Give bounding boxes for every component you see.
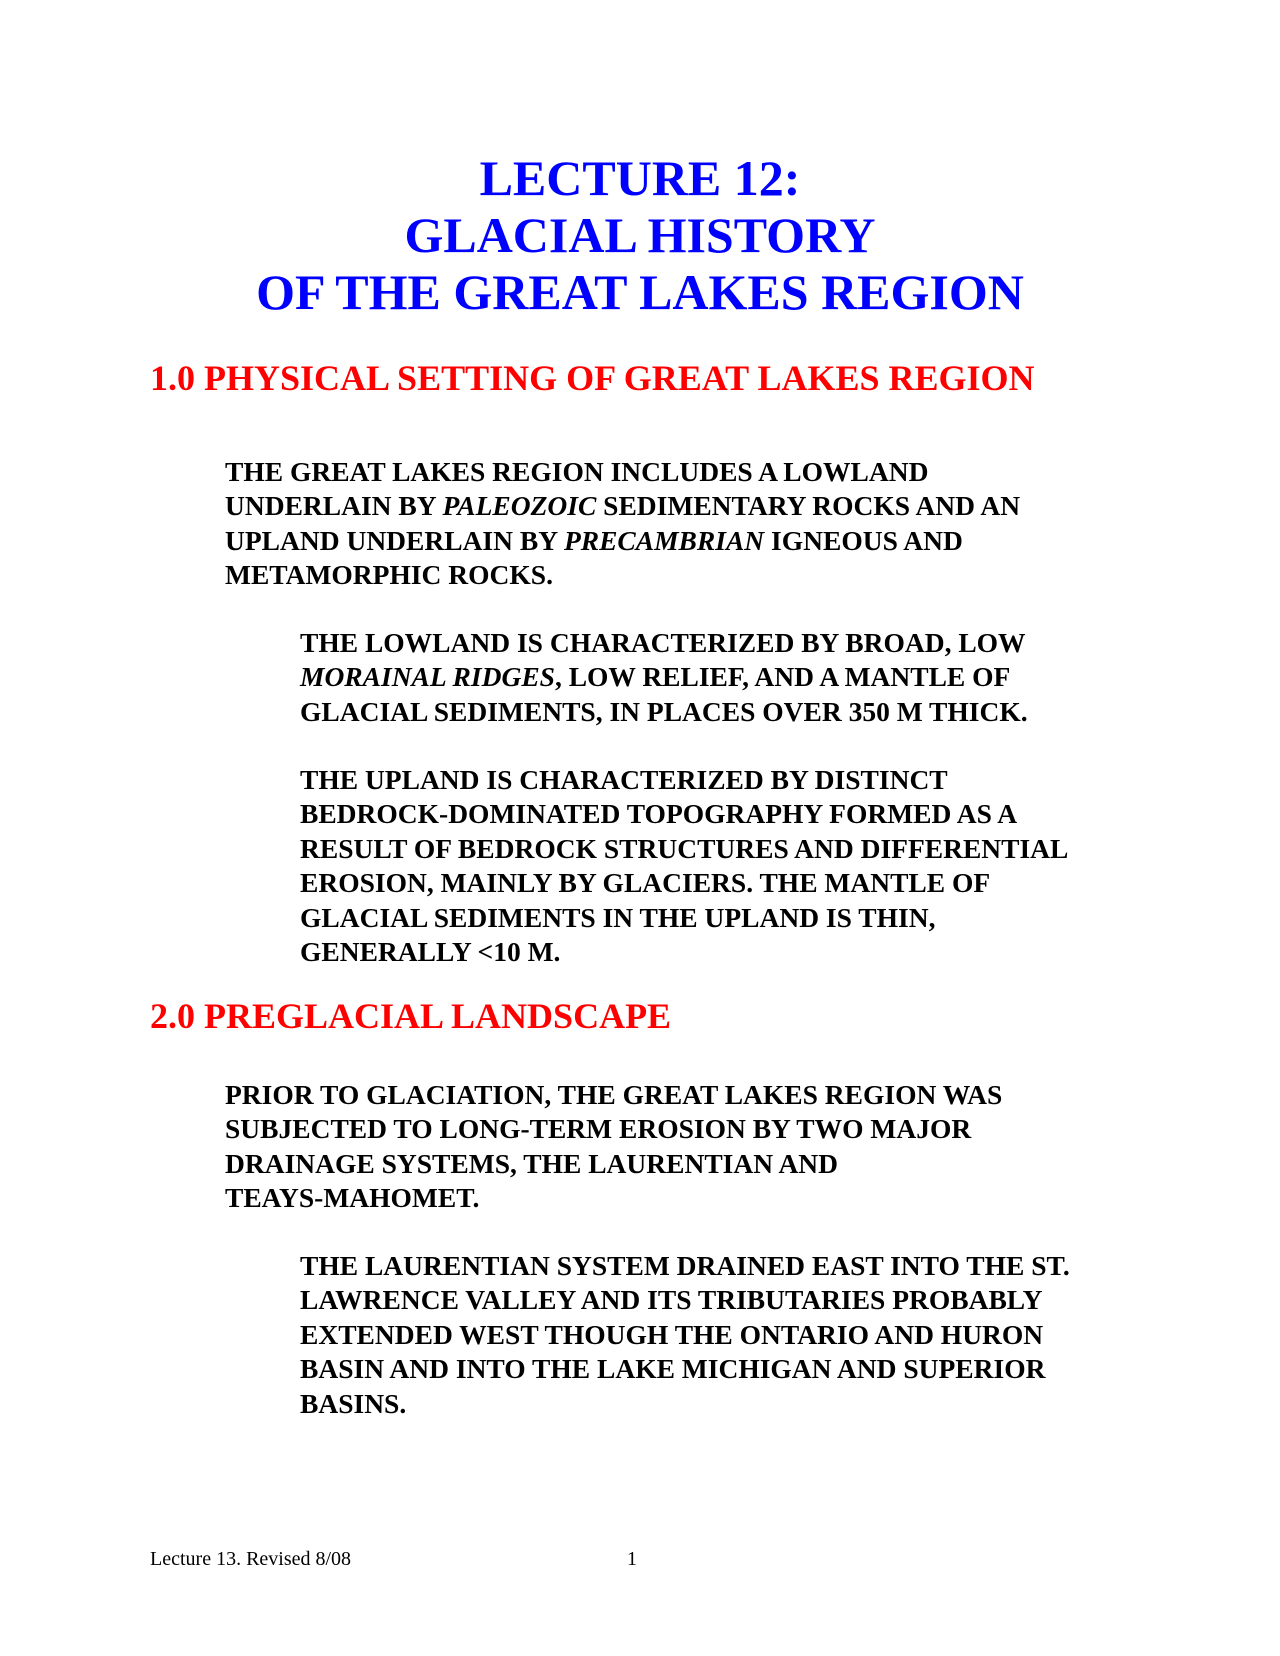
- text-line: TEAYS-MAHOMET.: [225, 1182, 480, 1214]
- text-run: SEDIMENTARY ROCKS AND AN: [596, 490, 1021, 522]
- title-line-3: OF THE GREAT LAKES REGION: [256, 264, 1024, 320]
- page-number: 1: [627, 1548, 637, 1570]
- text-line: GLACIAL SEDIMENTS IN THE UPLAND IS THIN,: [300, 901, 936, 933]
- lowland-paragraph: [300, 626, 1028, 729]
- title-line-2: GLACIAL HISTORY: [404, 207, 876, 263]
- text-line: THE LAURENTIAN SYSTEM DRAINED EAST INTO THE ST.: [300, 1250, 1070, 1281]
- text-line: THE GREAT LAKES REGION INCLUDES A LOWLAND: [225, 456, 929, 487]
- text-line: RESULT OF BEDROCK STRUCTURES AND DIFFERENTIAL: [300, 832, 1069, 864]
- title-line-1: LECTURE 12:: [479, 150, 801, 206]
- text-line: GENERALLY <10 M.: [300, 936, 561, 968]
- text-line: EROSION, MAINLY BY GLACIERS. THE MANTLE OF: [300, 867, 991, 899]
- section-2-intro-paragraph: [225, 1078, 1002, 1216]
- section-2-heading: 2.0 PREGLACIAL LANDSCAPE: [150, 996, 672, 1036]
- italic-term-precambrian: PRECAMBRIAN: [563, 524, 765, 556]
- italic-term-paleozoic: PALEOZOIC: [442, 490, 597, 522]
- italic-term-morainal-ridges: MORAINAL RIDGES: [300, 661, 555, 693]
- laurentian-paragraph: [300, 1249, 1070, 1421]
- section-1-intro-paragraph: [225, 455, 1020, 593]
- text-line: EXTENDED WEST THOUGH THE ONTARIO AND HURON: [300, 1318, 1044, 1350]
- text-run: , LOW RELIEF, AND A MANTLE OF: [554, 661, 1011, 693]
- text-run: UNDERLAIN BY: [225, 490, 443, 522]
- text-line: [225, 524, 1020, 558]
- footer-revision: Lecture 13. Revised 8/08: [150, 1548, 352, 1570]
- text-line: GLACIAL SEDIMENTS, IN PLACES OVER 350 M THICK.: [300, 695, 1028, 727]
- text-line: DRAINAGE SYSTEMS, THE LAURENTIAN AND: [225, 1147, 839, 1179]
- text-line: BEDROCK-DOMINATED TOPOGRAPHY FORMED AS A: [300, 798, 1018, 830]
- text-run: IGNEOUS AND: [764, 524, 963, 556]
- lecture-title: [0, 150, 1280, 321]
- text-line: PRIOR TO GLACIATION, THE GREAT LAKES REGION WAS: [225, 1079, 1003, 1110]
- text-line: METAMORPHIC ROCKS.: [225, 559, 553, 591]
- text-line: LAWRENCE VALLEY AND ITS TRIBUTARIES PROBABLY: [300, 1284, 1043, 1316]
- text-run: UPLAND UNDERLAIN BY: [225, 524, 564, 556]
- text-line: [300, 660, 1028, 694]
- text-line: SUBJECTED TO LONG-TERM EROSION BY TWO MAJOR: [225, 1113, 972, 1145]
- text-line: BASINS.: [300, 1387, 407, 1419]
- section-1-heading: 1.0 PHYSICAL SETTING OF GREAT LAKES REGION: [150, 358, 1035, 398]
- text-line: THE LOWLAND IS CHARACTERIZED BY BROAD, LOW: [300, 627, 1026, 658]
- upland-paragraph: [300, 763, 1068, 969]
- text-line: BASIN AND INTO THE LAKE MICHIGAN AND SUPERIOR: [300, 1353, 1046, 1385]
- text-line: THE UPLAND IS CHARACTERIZED BY DISTINCT: [300, 764, 948, 795]
- text-line: [225, 489, 1020, 523]
